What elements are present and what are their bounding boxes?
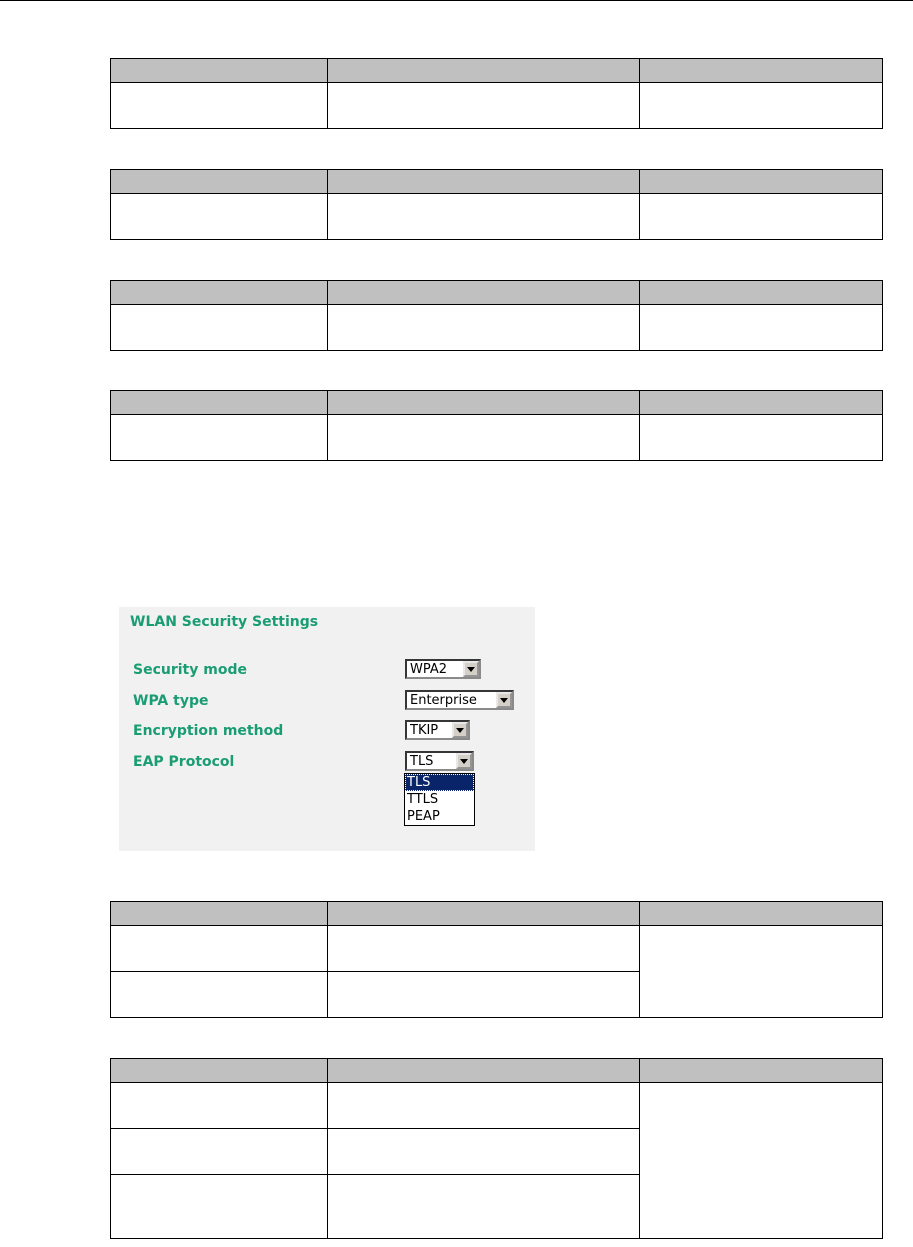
eap-protocol-select[interactable] xyxy=(405,751,474,771)
settings-table-4 xyxy=(110,390,883,461)
table-row xyxy=(111,305,883,351)
wpa-type-value: Enterprise xyxy=(410,692,477,708)
page-top-rule xyxy=(0,0,913,1)
header-cell xyxy=(328,59,640,83)
table-cell xyxy=(640,194,883,240)
table-header-row xyxy=(111,1059,883,1083)
table-cell xyxy=(328,83,640,129)
header-cell xyxy=(640,391,883,415)
table-row xyxy=(111,926,883,972)
chevron-down-icon[interactable] xyxy=(452,722,468,738)
table-cell xyxy=(111,194,328,240)
table-cell xyxy=(111,83,328,129)
table-cell xyxy=(111,1129,328,1175)
header-cell xyxy=(328,902,640,926)
table-cell xyxy=(111,1175,328,1239)
encryption-method-label: Encryption method xyxy=(133,723,284,739)
header-cell xyxy=(111,902,328,926)
table-cell xyxy=(328,972,640,1018)
header-cell xyxy=(328,281,640,305)
table-header-row xyxy=(111,391,883,415)
settings-table-6 xyxy=(110,1058,883,1239)
table-cell xyxy=(328,926,640,972)
eap-protocol-label: EAP Protocol xyxy=(133,754,235,770)
encryption-method-select[interactable] xyxy=(405,720,470,740)
encryption-method-value: TKIP xyxy=(410,722,439,738)
header-cell xyxy=(111,1059,328,1083)
header-cell xyxy=(111,170,328,194)
table-header-row xyxy=(111,170,883,194)
settings-table-5 xyxy=(110,901,883,1018)
eap-option-ttls[interactable]: TTLS xyxy=(407,792,439,807)
header-cell xyxy=(328,1059,640,1083)
table-cell xyxy=(328,1129,640,1175)
table-header-row xyxy=(111,902,883,926)
table-cell xyxy=(640,926,883,1018)
table-cell xyxy=(640,1083,883,1239)
table-cell xyxy=(640,83,883,129)
table-row xyxy=(111,415,883,461)
security-mode-select[interactable] xyxy=(405,659,481,679)
table-cell xyxy=(328,194,640,240)
header-cell xyxy=(640,281,883,305)
wlan-security-settings-panel xyxy=(119,607,535,851)
eap-option-peap[interactable]: PEAP xyxy=(407,809,440,824)
wpa-type-select[interactable] xyxy=(405,690,514,710)
table-row xyxy=(111,83,883,129)
header-cell xyxy=(640,902,883,926)
chevron-down-icon[interactable] xyxy=(496,692,512,708)
header-cell xyxy=(640,59,883,83)
table-cell xyxy=(111,1083,328,1129)
eap-option-tls[interactable]: TLS xyxy=(405,774,474,791)
table-header-row xyxy=(111,281,883,305)
eap-protocol-dropdown-list xyxy=(404,773,475,826)
table-cell xyxy=(328,415,640,461)
table-row xyxy=(111,194,883,240)
header-cell xyxy=(328,170,640,194)
table-cell xyxy=(111,926,328,972)
header-cell xyxy=(111,281,328,305)
panel-title: WLAN Security Settings xyxy=(130,614,319,630)
table-row xyxy=(111,1083,883,1129)
table-cell xyxy=(328,1083,640,1129)
chevron-down-icon[interactable] xyxy=(456,753,472,769)
security-mode-label: Security mode xyxy=(133,662,247,678)
security-mode-value: WPA2 xyxy=(410,661,448,677)
settings-table-2 xyxy=(110,169,883,240)
table-cell xyxy=(111,972,328,1018)
header-cell xyxy=(328,391,640,415)
header-cell xyxy=(111,391,328,415)
header-cell xyxy=(111,59,328,83)
wpa-type-label: WPA type xyxy=(133,693,209,709)
eap-protocol-value: TLS xyxy=(410,753,434,769)
table-cell xyxy=(640,305,883,351)
chevron-down-icon[interactable] xyxy=(463,661,479,677)
table-cell xyxy=(328,305,640,351)
settings-table-1 xyxy=(110,58,883,129)
table-cell xyxy=(328,1175,640,1239)
table-header-row xyxy=(111,59,883,83)
table-cell xyxy=(111,305,328,351)
header-cell xyxy=(640,1059,883,1083)
header-cell xyxy=(640,170,883,194)
settings-table-3 xyxy=(110,280,883,351)
table-cell xyxy=(111,415,328,461)
table-cell xyxy=(640,415,883,461)
